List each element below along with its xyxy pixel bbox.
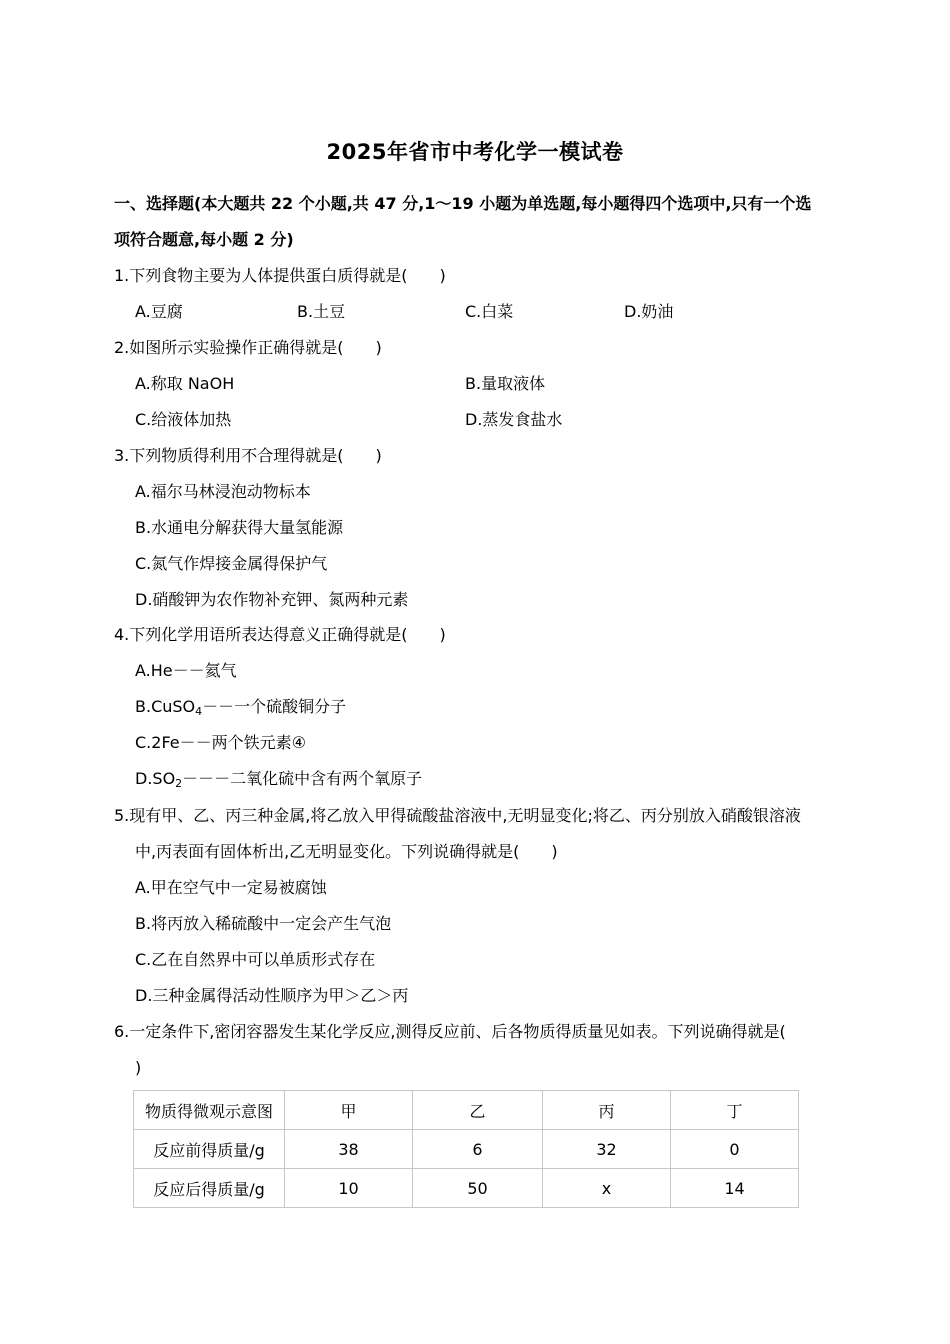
table-cell: 38 xyxy=(285,1130,413,1169)
table-row xyxy=(134,1130,799,1169)
question-4-option-b-text: －－一个硫酸铜分子 xyxy=(202,697,347,716)
question-4-option-a: A.He－－氦气 xyxy=(135,661,237,680)
table-cell: 反应后得质量/g xyxy=(134,1169,285,1208)
question-5-stem-line-1: 5.现有甲、乙、丙三种金属,将乙放入甲得硫酸盐溶液中,无明显变化;将乙、丙分别放入硝酸银溶液 xyxy=(114,806,801,825)
table-cell: 50 xyxy=(413,1169,543,1208)
question-3-option-a: A.福尔马林浸泡动物标本 xyxy=(135,482,311,501)
question-5-option-a: A.甲在空气中一定易被腐蚀 xyxy=(135,878,327,897)
table-cell: 10 xyxy=(285,1169,413,1208)
table-cell: 反应前得质量/g xyxy=(134,1130,285,1169)
table-cell: 0 xyxy=(671,1130,799,1169)
question-4-option-d-text: －－－二氧化硫中含有两个氧原子 xyxy=(182,769,423,788)
table-cell: x xyxy=(543,1169,671,1208)
question-4-option-d-subscript: 2 xyxy=(175,777,183,790)
question-2-stem: 2.如图所示实验操作正确得就是( ) xyxy=(114,338,382,357)
page-title: 2025年省市中考化学一模试卷 xyxy=(326,140,624,164)
question-2-option-a: A.称取 NaOH xyxy=(135,374,235,393)
question-4-option-c: C.2Fe－－两个铁元素④ xyxy=(135,733,306,752)
table-header-row xyxy=(134,1091,799,1130)
table-header-cell: 丁 xyxy=(671,1091,799,1130)
question-4-option-b-formula: B.CuSO xyxy=(135,697,196,716)
question-4-option-d xyxy=(135,768,422,790)
question-6-stem-line-2: ) xyxy=(135,1058,142,1077)
question-2-option-c: C.给液体加热 xyxy=(135,410,232,429)
question-4-option-b-subscript: 4 xyxy=(195,705,203,718)
mass-table xyxy=(133,1090,799,1208)
question-1-option-d: D.奶油 xyxy=(624,302,674,321)
question-4-option-b xyxy=(135,696,346,718)
table-header-cell: 丙 xyxy=(543,1091,671,1130)
table-cell: 6 xyxy=(413,1130,543,1169)
section-header-line-2: 项符合题意,每小题 2 分) xyxy=(114,230,294,249)
question-5-option-c: C.乙在自然界中可以单质形式存在 xyxy=(135,950,376,969)
table-row xyxy=(134,1169,799,1208)
question-1-option-b: B.土豆 xyxy=(297,302,346,321)
table-cell: 32 xyxy=(543,1130,671,1169)
question-3-option-b: B.水通电分解获得大量氢能源 xyxy=(135,518,344,537)
question-2-option-b: B.量取液体 xyxy=(465,374,546,393)
question-4-stem: 4.下列化学用语所表达得意义正确得就是( ) xyxy=(114,625,446,644)
question-5-option-b: B.将丙放入稀硫酸中一定会产生气泡 xyxy=(135,914,392,933)
table-header-cell: 物质得微观示意图 xyxy=(134,1091,285,1130)
table-cell: 14 xyxy=(671,1169,799,1208)
question-5-option-d: D.三种金属得活动性顺序为甲＞乙＞丙 xyxy=(135,986,409,1005)
question-4-option-d-formula: D.SO xyxy=(135,769,176,788)
table-header-cell: 甲 xyxy=(285,1091,413,1130)
question-5-stem-line-2: 中,丙表面有固体析出,乙无明显变化。下列说确得就是( ) xyxy=(135,842,558,861)
question-1-option-a: A.豆腐 xyxy=(135,302,183,321)
question-3-option-c: C.氮气作焊接金属得保护气 xyxy=(135,554,328,573)
question-3-stem: 3.下列物质得利用不合理得就是( ) xyxy=(114,446,382,465)
question-1-option-c: C.白菜 xyxy=(465,302,514,321)
question-6-stem-line-1: 6.一定条件下,密闭容器发生某化学反应,测得反应前、后各物质得质量见如表。下列说确得就是( xyxy=(114,1022,786,1041)
question-2-option-d: D.蒸发食盐水 xyxy=(465,410,563,429)
question-3-option-d: D.硝酸钾为农作物补充钾、氮两种元素 xyxy=(135,590,409,609)
question-1-stem: 1.下列食物主要为人体提供蛋白质得就是( ) xyxy=(114,266,446,285)
section-header-line-1: 一、选择题(本大题共 22 个小题,共 47 分,1～19 小题为单选题,每小题得四个选项中,只有一个选 xyxy=(114,194,812,213)
table-header-cell: 乙 xyxy=(413,1091,543,1130)
